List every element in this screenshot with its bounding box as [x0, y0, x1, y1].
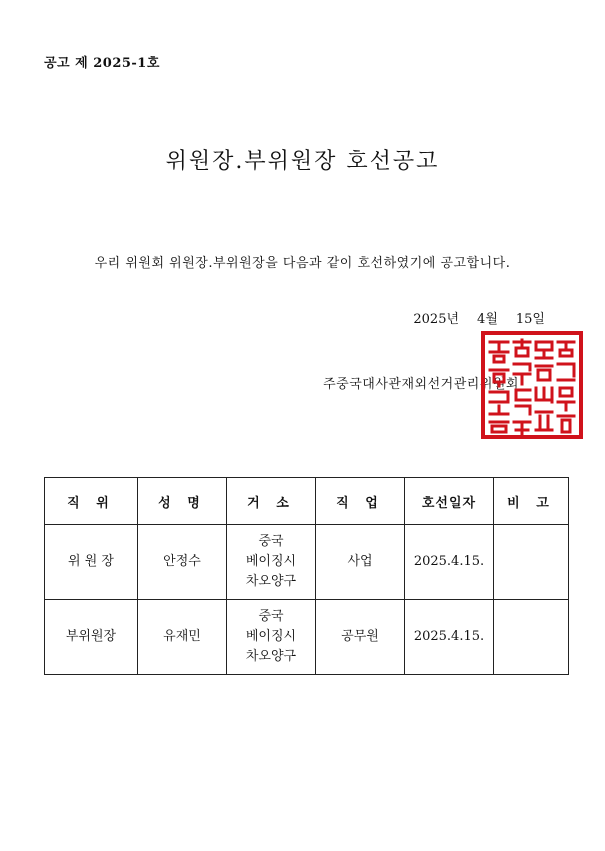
cell-position: 부위원장: [45, 600, 138, 675]
column-header-address: 거 소: [227, 478, 316, 525]
cell-name: 안정수: [138, 525, 227, 600]
cell-occupation: 공무원: [316, 600, 405, 675]
table-row: [45, 600, 569, 675]
column-header-position: 직 위: [45, 478, 138, 525]
page-title: 위원장.부위원장 호선공고: [165, 149, 440, 174]
address-line: 베이징시: [245, 554, 297, 569]
address-line: 차오양구: [245, 574, 297, 589]
address-line: 중국: [258, 534, 284, 549]
column-header-name: 성 명: [138, 478, 227, 525]
cell-remarks: [494, 600, 569, 675]
address-line: 차오양구: [245, 649, 297, 664]
date-month: 4월: [477, 312, 498, 327]
column-header-elected-date: 호선일자: [405, 478, 494, 525]
table-header-row: [45, 478, 569, 525]
date-day: 15일: [515, 312, 545, 327]
cell-position: 위 원 장: [45, 525, 138, 600]
notice-body: 우리 위원회 위원장.부위원장을 다음과 같이 호선하였기에 공고합니다.: [94, 256, 511, 271]
roster-table: [44, 477, 569, 675]
notice-number: 공고 제 2025-1호: [44, 56, 160, 71]
cell-address: [227, 525, 316, 600]
column-header-occupation: 직 업: [316, 478, 405, 525]
column-header-remarks: 비 고: [494, 478, 569, 525]
cell-address: [227, 600, 316, 675]
address-line: 중국: [258, 609, 284, 624]
announcement-date: [413, 308, 545, 327]
address-line: 베이징시: [245, 629, 297, 644]
cell-elected-date: 2025.4.15.: [405, 525, 494, 600]
table-row: [45, 525, 569, 600]
official-seal-icon: [480, 330, 584, 440]
cell-elected-date: 2025.4.15.: [405, 600, 494, 675]
issuer-name: 주중국대사관재외선거관리위원회: [323, 377, 519, 392]
cell-name: 유재민: [138, 600, 227, 675]
cell-occupation: 사업: [316, 525, 405, 600]
date-year: 2025년: [413, 312, 460, 327]
cell-remarks: [494, 525, 569, 600]
